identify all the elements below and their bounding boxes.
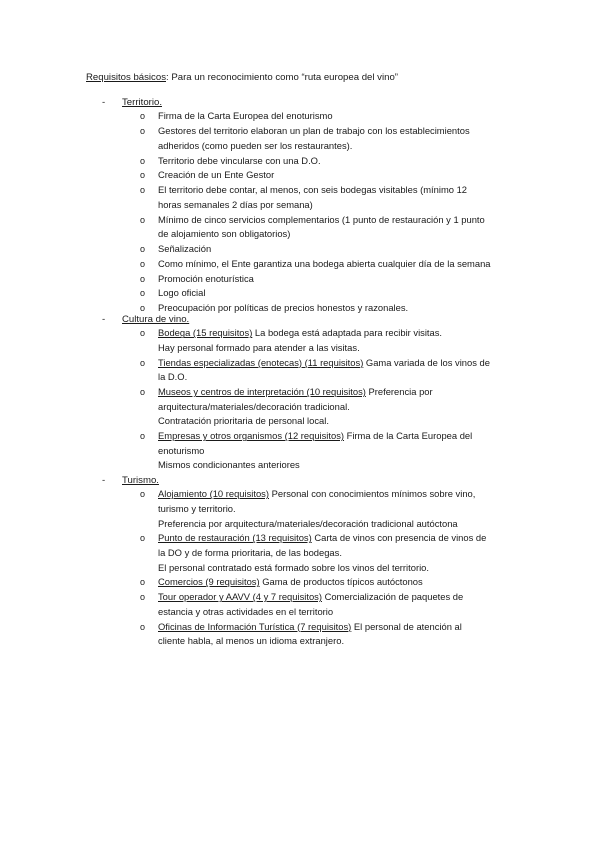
bullet-marker: o <box>140 170 146 181</box>
section-heading <box>0 96 599 109</box>
bullet-marker: o <box>140 258 146 269</box>
section-title: Turismo. <box>122 475 159 486</box>
section-dash-marker: - <box>102 97 106 108</box>
plain-text: Comercialización de paquetes de <box>321 591 464 603</box>
bullet-marker: o <box>140 214 146 225</box>
intro-label: Requisitos básicos <box>86 72 166 83</box>
bullet-marker: o <box>140 592 146 603</box>
plain-text: Firma de la Carta Europea del <box>344 430 473 442</box>
text-line <box>158 385 518 400</box>
plain-text: Hay personal formado para atender a las visitas. <box>158 341 360 353</box>
bullet-marker: o <box>140 328 146 339</box>
plain-text: horas semanales 2 días por semana) <box>158 198 313 210</box>
text-line <box>158 634 518 649</box>
text-line <box>158 154 518 169</box>
plain-text: enoturismo <box>158 444 205 456</box>
text-line <box>158 370 518 385</box>
text-line <box>158 575 518 590</box>
section-heading <box>0 313 599 326</box>
text-line <box>158 620 518 635</box>
plain-text: Gama variada de los vinos de <box>363 356 490 368</box>
text-line <box>158 242 518 257</box>
text-line <box>158 590 518 605</box>
plain-text: Preferencia por <box>365 386 433 398</box>
list-item-text <box>158 168 518 183</box>
text-line <box>158 326 518 341</box>
bullet-marker: o <box>140 357 146 368</box>
text-line <box>158 286 518 301</box>
bullet-marker: o <box>140 489 146 500</box>
plain-text: Personal con conocimientos mínimos sobre vino, <box>269 488 476 500</box>
requirement-link: Bodega (15 requisitos) <box>158 327 253 339</box>
bullet-marker: o <box>140 273 146 284</box>
bullet-marker: o <box>140 387 146 398</box>
plain-text: La bodega está adaptada para recibir visitas. <box>252 327 443 339</box>
section-title: Cultura de vino. <box>122 314 190 325</box>
bullet-marker: o <box>140 431 146 442</box>
requirement-link: Punto de restauración (13 requisitos) <box>158 532 312 544</box>
text-line <box>158 502 518 517</box>
list-item-text <box>158 575 518 590</box>
text-line <box>158 400 518 415</box>
list-item-text <box>158 429 518 473</box>
text-line <box>158 444 518 459</box>
plain-text: Creación de un Ente Gestor <box>158 169 275 181</box>
requirement-link: Comercios (9 requisitos) <box>158 576 260 588</box>
text-line <box>158 605 518 620</box>
bullet-marker: o <box>140 244 146 254</box>
requirement-link: Museos y centros de interpretación (10 requisitos) <box>158 386 366 398</box>
requirement-link: Alojamiento (10 requisitos) <box>158 488 269 500</box>
text-line <box>158 414 518 429</box>
list-item-text <box>158 154 518 169</box>
plain-text: El personal contratado está formado sobre los vinos del territorio. <box>158 561 429 573</box>
plain-text: Territorio debe vincularse con una D.O. <box>158 154 321 166</box>
plain-text: Como mínimo, el Ente garantiza una bodega abierta cualquier día de la semana <box>158 257 491 269</box>
intro-line <box>86 72 398 84</box>
list-item-text <box>158 487 518 531</box>
list-item-text <box>158 124 518 153</box>
intro-text: : Para un reconocimiento como “ruta europea del vino” <box>166 72 398 83</box>
text-line <box>158 213 518 228</box>
list-item-text <box>158 590 518 619</box>
text-line <box>158 272 518 287</box>
section-dash-marker: - <box>102 475 106 486</box>
text-line <box>158 356 518 371</box>
plain-text: Contratación prioritaria de personal local. <box>158 415 329 427</box>
requirement-link: Tour operador y AAVV (4 y 7 requisitos) <box>158 591 322 603</box>
plain-text: Gama de productos típicos autóctonos <box>259 576 423 588</box>
bullet-marker: o <box>140 155 146 166</box>
plain-text: la DO y de forma prioritaria, de las bodegas. <box>158 546 342 558</box>
text-line <box>158 517 518 532</box>
bullet-marker: o <box>140 533 146 544</box>
text-line <box>158 546 518 561</box>
plain-text: arquitectura/materiales/decoración tradicional. <box>158 400 350 412</box>
list-item-text <box>158 356 518 385</box>
plain-text: Logo oficial <box>158 287 206 299</box>
text-line <box>158 341 518 356</box>
plain-text: Mismos condicionantes anteriores <box>158 459 300 471</box>
list-item-text <box>158 286 518 301</box>
plain-text: cliente habla, al menos un idioma extranjero. <box>158 635 345 647</box>
list-item-text <box>158 183 518 212</box>
list-item-text <box>158 109 518 124</box>
plain-text: adheridos (como pueden ser los restaurantes). <box>158 139 353 151</box>
text-line <box>158 168 518 183</box>
text-line <box>158 183 518 198</box>
list-item-text <box>158 385 518 429</box>
plain-text: Carta de vinos con presencia de vinos de <box>311 532 487 544</box>
text-line <box>158 561 518 576</box>
plain-text: Promoción enoturística <box>158 272 254 284</box>
bullet-marker: o <box>140 621 146 632</box>
plain-text: Gestores del territorio elaboran un plan de trabajo con los establecimientos <box>158 125 470 137</box>
list-item-text <box>158 531 518 575</box>
text-line <box>158 531 518 546</box>
list-item-text <box>158 213 518 242</box>
list-item-text <box>158 620 518 649</box>
plain-text: Firma de la Carta Europea del enoturismo <box>158 110 333 122</box>
bullet-marker: o <box>140 303 146 314</box>
section-heading <box>0 474 599 487</box>
plain-text: la D.O. <box>158 371 188 383</box>
text-line <box>158 109 518 124</box>
plain-text: El personal de atención al <box>351 620 462 632</box>
plain-text: Señalización <box>158 243 212 254</box>
text-line <box>158 429 518 444</box>
text-line <box>158 458 518 473</box>
plain-text: de alojamiento son obligatorios) <box>158 228 291 240</box>
list-item-text <box>158 326 518 355</box>
text-line <box>158 198 518 213</box>
list-item-text <box>158 272 518 287</box>
text-line <box>158 139 518 154</box>
section-title: Territorio. <box>122 97 162 108</box>
text-line <box>158 124 518 139</box>
plain-text: Mínimo de cinco servicios complementarios (1 punto de restauración y 1 punto <box>158 213 485 225</box>
text-line <box>158 257 518 272</box>
bullet-marker: o <box>140 288 146 299</box>
bullet-marker: o <box>140 111 146 122</box>
plain-text: estancia y otras actividades en el territorio <box>158 605 334 617</box>
bullet-marker: o <box>140 577 146 588</box>
plain-text: turismo y territorio. <box>158 502 236 514</box>
bullet-marker: o <box>140 126 146 137</box>
section-dash-marker: - <box>102 314 106 325</box>
list-item-text <box>158 257 518 272</box>
requirement-link: Empresas y otros organismos (12 requisitos) <box>158 430 345 442</box>
text-line <box>158 487 518 502</box>
plain-text: Preferencia por arquitectura/materiales/decoración tradicional autóctona <box>158 517 458 529</box>
requirement-link: Oficinas de Información Turística (7 requisitos) <box>158 620 352 632</box>
text-line <box>158 227 518 242</box>
plain-text: El territorio debe contar, al menos, con seis bodegas visitables (mínimo 12 <box>158 184 468 196</box>
list-item-text <box>158 242 518 257</box>
plain-text: Preocupación por políticas de precios honestos y razonales. <box>158 302 409 314</box>
requirement-link: Tiendas especializadas (enotecas) (11 requisitos) <box>158 356 364 368</box>
bullet-marker: o <box>140 185 146 196</box>
